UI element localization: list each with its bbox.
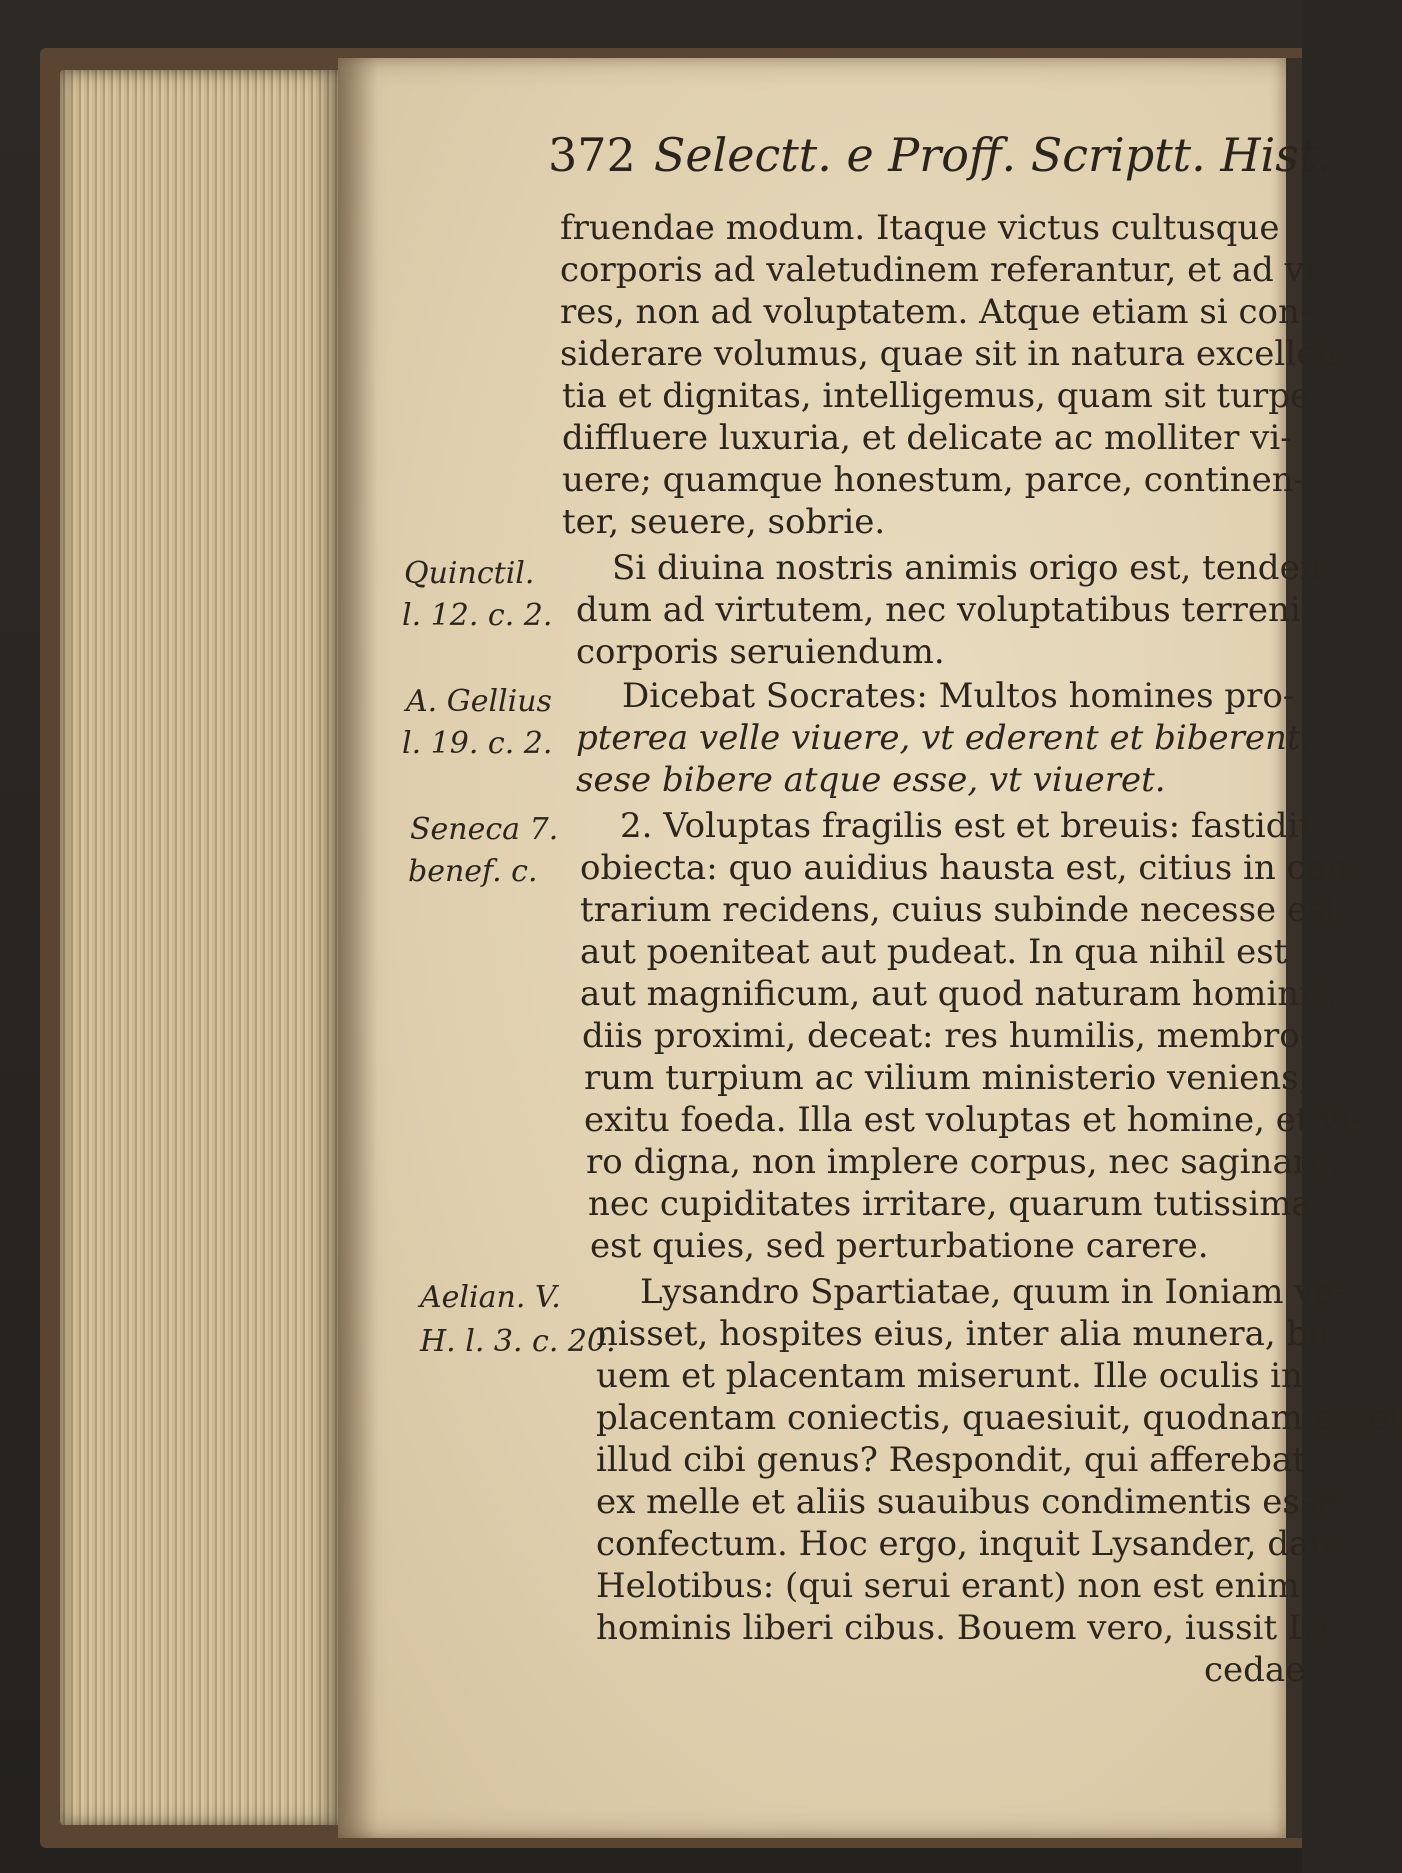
body-line: illud cibi genus? Respondit, qui afferebat, [596,1440,1317,1480]
body-line: dum ad virtutem, nec voluptatibus terreni [576,590,1301,630]
body-line: tia et dignitas, intelligemus, quam sit turpe [562,376,1311,416]
body-line: confectum. Hoc ergo, inquit Lysander, date [596,1524,1344,1564]
body-line: Helotibus: (qui serui erant) non est enim [596,1566,1300,1606]
body-line: exitu foeda. Illa est voluptas et homine, et vi- [584,1100,1362,1140]
body-line: nec cupiditates irritare, quarum tutissima [588,1184,1312,1224]
body-line: est quies, sed perturbatione carere. [590,1226,1209,1266]
body-line: siderare volumus, quae sit in natura excellen- [560,334,1350,374]
body-line: uere; quamque honestum, parce, continen- [562,460,1306,500]
body-line: Si diuina nostris animis origo est, tenden- [612,548,1334,588]
body-line: corporis seruiendum. [576,632,945,672]
body-line: Dicebat Socrates: Multos homines pro- [622,676,1295,716]
catchword: cedae- [1204,1650,1317,1690]
body-line: placentam coniectis, quaesiuit, quodnam esset [596,1398,1402,1438]
body-line: aut poeniteat aut pudeat. In qua nihil est [580,932,1288,972]
margin-note: Aelian. V. [420,1280,561,1315]
margin-note: l. 12. c. 2. [402,598,553,633]
body-line: corporis ad valetudinem referantur, et ad vi- [560,250,1327,290]
page-number: 372 [548,128,636,182]
gutter-shade [338,58,378,1838]
margin-note: A. Gellius [406,684,552,719]
running-header [548,128,1332,182]
body-line: hominis liberi cibus. Bouem vero, iussit La- [596,1608,1343,1648]
body-line: Lysandro Spartiatae, quum in Ioniam ve- [640,1272,1346,1312]
body-line: pterea velle viuere, vt ederent et biberent: [576,718,1313,758]
body-line: ex melle et aliis suauibus condimentis esse [596,1482,1338,1522]
running-title: Selectt. e Proff. Scriptt. Hist. [653,128,1332,182]
body-line: trarium recidens, cuius subinde necesse est, [580,890,1349,930]
body-line: aut magnificum, aut quod naturam hominis, [580,974,1339,1014]
margin-note: benef. c. [408,854,538,889]
body-line: diis proximi, deceat: res humilis, membro- [582,1016,1312,1056]
page-edges [60,70,340,1825]
body-line: ter, seuere, sobrie. [562,502,886,542]
body-line: ro digna, non implere corpus, nec saginare, [586,1142,1340,1182]
body-line: res, non ad voluptatem. Atque etiam si con- [560,292,1312,332]
body-line: fruendae modum. Itaque victus cultusque [560,208,1280,248]
margin-note: H. l. 3. c. 20. [420,1324,616,1359]
margin-note: Quinctil. [404,556,535,591]
body-line: rum turpium ac vilium ministerio veniens, [584,1058,1310,1098]
body-line: uem et placentam miserunt. Ille oculis in [596,1356,1303,1396]
body-line: obiecta: quo auidius hausta est, citius in con- [580,848,1360,888]
body-line: nisset, hospites eius, inter alia munera, bo- [596,1314,1341,1354]
body-line: diffluere luxuria, et delicate ac molliter vi- [562,418,1292,458]
margin-note: l. 19. c. 2. [402,726,553,761]
margin-note: Seneca 7. [410,812,559,847]
body-line: sese bibere atque esse, vt viueret. [576,760,1166,800]
body-line: 2. Voluptas fragilis est et breuis: fastidit [620,806,1313,846]
